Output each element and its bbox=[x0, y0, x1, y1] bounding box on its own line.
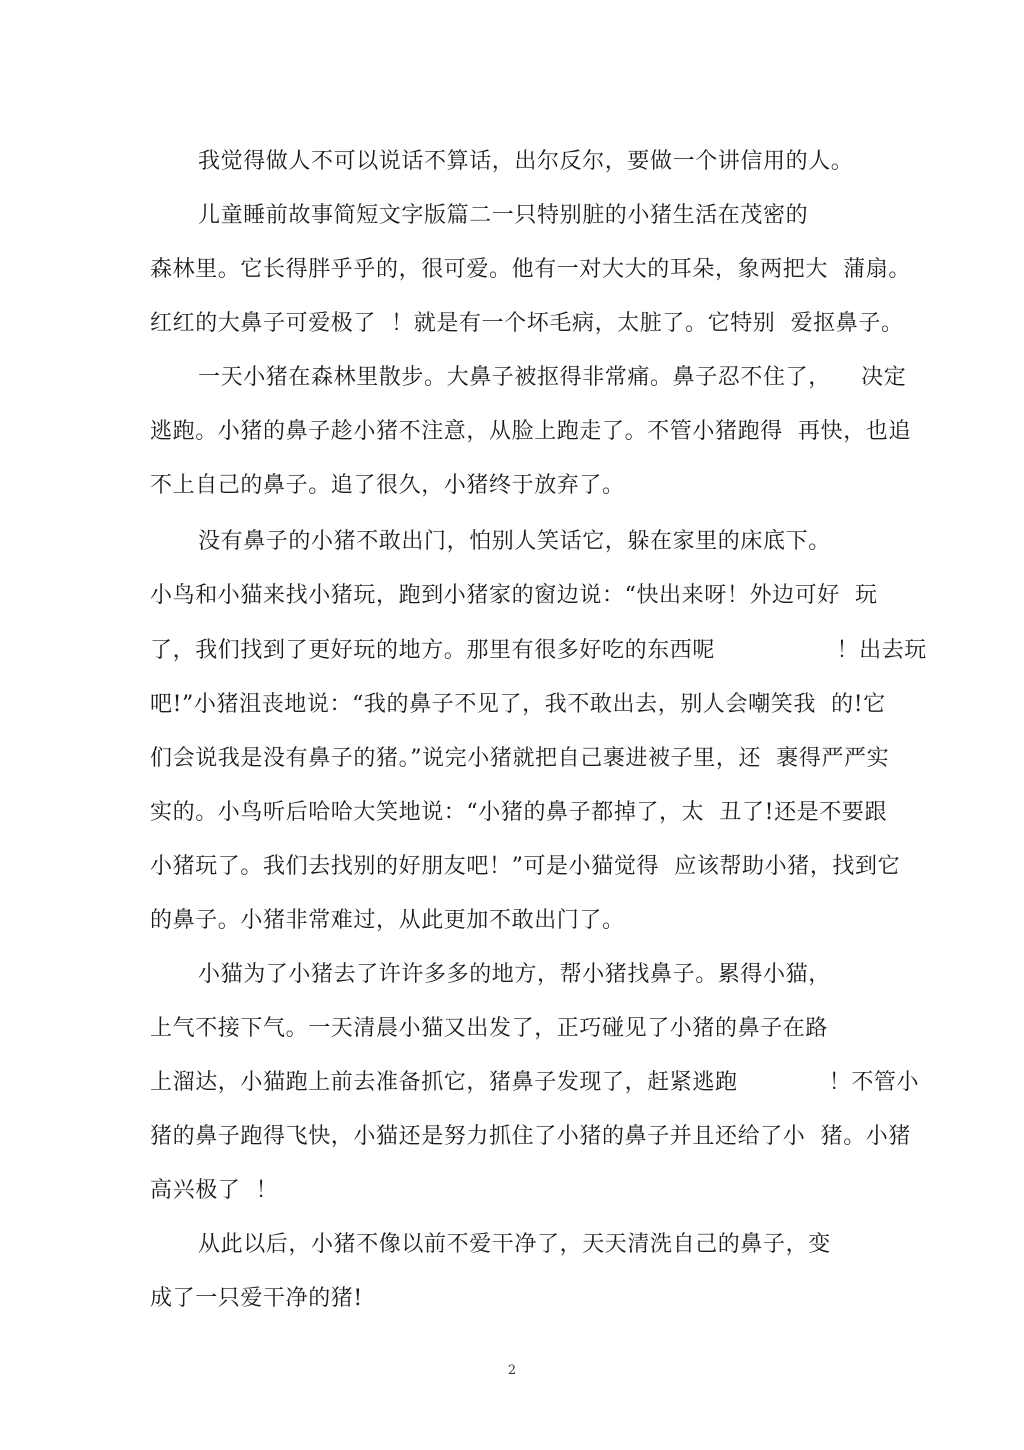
text-line: 从此以后，小猪不像以前不爱干净了，天天清洗自己的鼻子，变 bbox=[198, 1232, 831, 1257]
text-line: 了，我们找到了更好玩的地方。那里有很多好吃的东西呢 ！出去玩 bbox=[150, 638, 927, 663]
text-line: 小猪玩了。我们去找别的好朋友吧！”可是小猫觉得 应该帮助小猪，找到它 bbox=[150, 854, 901, 879]
page-number: 2 bbox=[507, 1363, 517, 1378]
text-line: 森林里。它长得胖乎乎的，很可爱。他有一对大大的耳朵，象两把大 蒲扇。 bbox=[150, 257, 911, 282]
text-line: 儿童睡前故事简短文字版篇二一只特别脏的小猪生活在茂密的 bbox=[198, 203, 809, 228]
text-line: 没有鼻子的小猪不敢出门，怕别人笑话它，躲在家里的床底下。 bbox=[198, 529, 831, 554]
text-line: 红红的大鼻子可爱极了 ！就是有一个坏毛病，太脏了。它特别 爱抠鼻子。 bbox=[150, 311, 904, 336]
text-line: 实的。小鸟听后哈哈大笑地说：“小猪的鼻子都掉了，太 丑了!还是不要跟 bbox=[150, 800, 888, 825]
text-line: 上溜达，小猫跑上前去准备抓它，猪鼻子发现了，赶紧逃跑 ！不管小 bbox=[150, 1070, 920, 1095]
text-line: 小猫为了小猪去了许许多多的地方，帮小猪找鼻子。累得小猫， bbox=[198, 962, 831, 987]
text-line: 不上自己的鼻子。追了很久，小猪终于放弃了。 bbox=[150, 473, 625, 498]
text-line: 高兴极了 ！ bbox=[150, 1178, 279, 1203]
text-line: 成了一只爱干净的猪! bbox=[150, 1286, 363, 1311]
text-line: 我觉得做人不可以说话不算话，出尔反尔，要做一个讲信用的人。 bbox=[198, 149, 854, 174]
text-line: 的鼻子。小猪非常难过，从此更加不敢出门了。 bbox=[150, 908, 625, 933]
text-line: 一天小猪在森林里散步。大鼻子被抠得非常痛。鼻子忍不住了， 决定 bbox=[198, 365, 907, 390]
text-line: 们会说我是没有鼻子的猪。”说完小猪就把自己裹进被子里，还 裹得严严实 bbox=[150, 746, 890, 771]
text-line: 上气不接下气。一天清晨小猫又出发了，正巧碰见了小猪的鼻子在路 bbox=[150, 1016, 829, 1041]
text-line: 猪的鼻子跑得飞快，小猫还是努力抓住了小猪的鼻子并且还给了小 猪。小猪 bbox=[150, 1124, 911, 1149]
text-line: 逃跑。小猪的鼻子趁小猪不注意，从脸上跑走了。不管小猪跑得 再快，也追 bbox=[150, 419, 911, 444]
text-line: 吧!”小猪沮丧地说：“我的鼻子不见了，我不敢出去，别人会嘲笑我 的!它 bbox=[150, 692, 886, 717]
text-line: 小鸟和小猫来找小猪玩，跑到小猪家的窗边说：“快出来呀！外边可好 玩 bbox=[150, 583, 878, 608]
